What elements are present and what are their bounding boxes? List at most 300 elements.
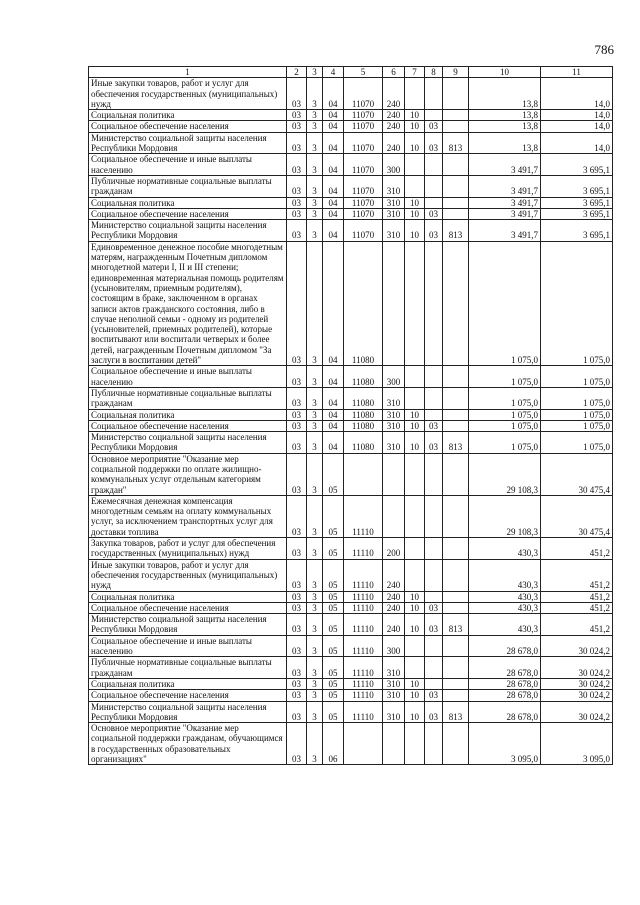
amount-cell-11: 1 075,0	[541, 420, 613, 431]
row-name-cell: Социальное обеспечение и иные выплаты населению	[89, 635, 287, 657]
code-cell-7: 10	[405, 197, 425, 208]
code-cell-9: 813	[443, 432, 469, 454]
amount-cell-11: 451,2	[541, 614, 613, 636]
code-cell-4: 04	[323, 121, 344, 132]
code-cell-3: 3	[307, 538, 323, 560]
amount-cell-10: 430,3	[469, 614, 541, 636]
code-cell-7	[405, 635, 425, 657]
code-cell-6: 240	[383, 614, 405, 636]
code-cell-2: 03	[287, 538, 307, 560]
code-cell-5: 11080	[344, 366, 383, 388]
amount-cell-10: 28 678,0	[469, 690, 541, 701]
code-cell-3: 3	[307, 154, 323, 176]
table-row	[89, 591, 613, 602]
code-cell-5: 11110	[344, 591, 383, 602]
code-cell-8	[425, 175, 443, 197]
code-cell-3: 3	[307, 241, 323, 366]
code-cell-6: 200	[383, 538, 405, 560]
code-cell-8	[425, 241, 443, 366]
code-cell-6	[383, 453, 405, 495]
table-row	[89, 175, 613, 197]
table-row	[89, 220, 613, 242]
code-cell-3: 3	[307, 432, 323, 454]
code-cell-2: 03	[287, 154, 307, 176]
code-cell-5: 11110	[344, 495, 383, 537]
row-name-cell: Ежемесячная денежная компенсация многодетным семьям на оплату коммунальных услуг, за исключением транспортных услуг для доставки топлива	[89, 495, 287, 537]
code-cell-7	[405, 78, 425, 110]
code-cell-4: 04	[323, 154, 344, 176]
table-row	[89, 559, 613, 591]
code-cell-4: 05	[323, 602, 344, 613]
table-row	[89, 409, 613, 420]
code-cell-2: 03	[287, 220, 307, 242]
column-header-2: 2	[287, 67, 307, 78]
code-cell-6: 240	[383, 132, 405, 154]
code-cell-8	[425, 78, 443, 110]
code-cell-5: 11080	[344, 420, 383, 431]
table-row	[89, 701, 613, 723]
code-cell-2: 03	[287, 208, 307, 219]
table-header-row	[89, 67, 613, 78]
code-cell-4: 04	[323, 197, 344, 208]
code-cell-9	[443, 591, 469, 602]
code-cell-2: 03	[287, 420, 307, 431]
table-row	[89, 420, 613, 431]
amount-cell-11: 3 695,1	[541, 197, 613, 208]
budget-table	[88, 66, 613, 765]
code-cell-9	[443, 366, 469, 388]
code-cell-9: 813	[443, 220, 469, 242]
code-cell-6: 300	[383, 635, 405, 657]
code-cell-6: 240	[383, 559, 405, 591]
table-row	[89, 241, 613, 366]
code-cell-4: 05	[323, 591, 344, 602]
code-cell-2: 03	[287, 78, 307, 110]
code-cell-8: 03	[425, 208, 443, 219]
code-cell-9	[443, 175, 469, 197]
row-name-cell: Социальное обеспечение и иные выплаты населению	[89, 154, 287, 176]
code-cell-4: 04	[323, 78, 344, 110]
amount-cell-11: 1 075,0	[541, 366, 613, 388]
code-cell-6: 310	[383, 657, 405, 679]
row-name-cell: Социальное обеспечение населения	[89, 208, 287, 219]
code-cell-5: 11110	[344, 657, 383, 679]
code-cell-9	[443, 723, 469, 765]
amount-cell-11: 451,2	[541, 591, 613, 602]
code-cell-5	[344, 453, 383, 495]
row-name-cell: Иные закупки товаров, работ и услуг для обеспечения государственных (муниципальных) нужд	[89, 559, 287, 591]
amount-cell-10: 29 108,3	[469, 453, 541, 495]
code-cell-6: 310	[383, 387, 405, 409]
amount-cell-11: 30 024,2	[541, 678, 613, 689]
code-cell-8	[425, 538, 443, 560]
code-cell-4: 05	[323, 453, 344, 495]
table-row	[89, 538, 613, 560]
code-cell-5: 11070	[344, 220, 383, 242]
code-cell-7: 10	[405, 614, 425, 636]
row-name-cell: Социальная политика	[89, 409, 287, 420]
code-cell-5: 11110	[344, 559, 383, 591]
code-cell-9	[443, 602, 469, 613]
table-body	[89, 78, 613, 765]
amount-cell-11: 14,0	[541, 121, 613, 132]
code-cell-3: 3	[307, 690, 323, 701]
code-cell-5	[344, 723, 383, 765]
code-cell-4: 05	[323, 538, 344, 560]
amount-cell-10: 3 095,0	[469, 723, 541, 765]
code-cell-3: 3	[307, 614, 323, 636]
code-cell-3: 3	[307, 409, 323, 420]
code-cell-4: 04	[323, 110, 344, 121]
code-cell-5: 11110	[344, 635, 383, 657]
code-cell-6: 310	[383, 690, 405, 701]
row-name-cell: Иные закупки товаров, работ и услуг для обеспечения государственных (муниципальных) нужд	[89, 78, 287, 110]
column-header-10: 10	[469, 67, 541, 78]
code-cell-6: 310	[383, 420, 405, 431]
code-cell-6: 240	[383, 78, 405, 110]
code-cell-6: 240	[383, 110, 405, 121]
amount-cell-11: 1 075,0	[541, 409, 613, 420]
amount-cell-11: 451,2	[541, 538, 613, 560]
row-name-cell: Социальная политика	[89, 591, 287, 602]
code-cell-3: 3	[307, 657, 323, 679]
code-cell-5: 11070	[344, 78, 383, 110]
amount-cell-11: 1 075,0	[541, 241, 613, 366]
code-cell-2: 03	[287, 132, 307, 154]
table-row	[89, 110, 613, 121]
code-cell-4: 06	[323, 723, 344, 765]
row-name-cell: Единовременное денежное пособие многодетным матерям, награжденным Почетным дипломом многодетной матери I, II и III степени; единовременная материальная помощь родителям (усыновителям, приемным родителям), состоящим в браке, заключенном в органах записи актов гражданского состояния, либо в случае неполной семьи - одному из родителей (усыновителей, приемных родителей), которые воспитывают или воспитали четверых и более детей, награжденным Почетным дипломом "За заслуги в воспитании детей"	[89, 241, 287, 366]
amount-cell-10: 1 075,0	[469, 420, 541, 431]
code-cell-8	[425, 495, 443, 537]
code-cell-9	[443, 538, 469, 560]
amount-cell-10: 1 075,0	[469, 432, 541, 454]
table-row	[89, 657, 613, 679]
amount-cell-10: 3 491,7	[469, 208, 541, 219]
amount-cell-11: 30 475,4	[541, 495, 613, 537]
row-name-cell: Министерство социальной защиты населения Республики Мордовия	[89, 432, 287, 454]
code-cell-7	[405, 657, 425, 679]
row-name-cell: Социальное обеспечение населения	[89, 420, 287, 431]
row-name-cell: Основное мероприятие "Оказание мер социальной поддержки гражданам, обучающимся в государственных образовательных организациях"	[89, 723, 287, 765]
code-cell-2: 03	[287, 241, 307, 366]
amount-cell-10: 13,8	[469, 110, 541, 121]
code-cell-2: 03	[287, 678, 307, 689]
code-cell-6: 310	[383, 220, 405, 242]
column-header-6: 6	[383, 67, 405, 78]
code-cell-2: 03	[287, 432, 307, 454]
row-name-cell: Министерство социальной защиты населения Республики Мордовия	[89, 614, 287, 636]
code-cell-8	[425, 197, 443, 208]
row-name-cell: Социальное обеспечение населения	[89, 690, 287, 701]
row-name-cell: Социальное обеспечение населения	[89, 602, 287, 613]
code-cell-3: 3	[307, 132, 323, 154]
code-cell-5: 11110	[344, 538, 383, 560]
code-cell-8: 03	[425, 121, 443, 132]
amount-cell-11: 3 695,1	[541, 175, 613, 197]
row-name-cell: Публичные нормативные социальные выплаты гражданам	[89, 657, 287, 679]
amount-cell-10: 3 491,7	[469, 220, 541, 242]
code-cell-2: 03	[287, 366, 307, 388]
row-name-cell: Министерство социальной защиты населения Республики Мордовия	[89, 701, 287, 723]
table-row	[89, 495, 613, 537]
table-row	[89, 635, 613, 657]
row-name-cell: Закупка товаров, работ и услуг для обеспечения государственных (муниципальных) нужд	[89, 538, 287, 560]
code-cell-5: 11110	[344, 701, 383, 723]
code-cell-6: 310	[383, 701, 405, 723]
amount-cell-10: 1 075,0	[469, 409, 541, 420]
amount-cell-10: 28 678,0	[469, 701, 541, 723]
code-cell-9	[443, 154, 469, 176]
amount-cell-11: 14,0	[541, 78, 613, 110]
code-cell-7	[405, 559, 425, 591]
code-cell-6: 310	[383, 432, 405, 454]
column-header-4: 4	[323, 67, 344, 78]
code-cell-3: 3	[307, 420, 323, 431]
code-cell-2: 03	[287, 690, 307, 701]
amount-cell-10: 29 108,3	[469, 495, 541, 537]
code-cell-8	[425, 723, 443, 765]
code-cell-7: 10	[405, 409, 425, 420]
code-cell-5: 11070	[344, 208, 383, 219]
amount-cell-11: 3 695,1	[541, 208, 613, 219]
amount-cell-11: 3 695,1	[541, 220, 613, 242]
code-cell-2: 03	[287, 591, 307, 602]
code-cell-3: 3	[307, 121, 323, 132]
table-row	[89, 453, 613, 495]
code-cell-8	[425, 366, 443, 388]
code-cell-5: 11070	[344, 110, 383, 121]
amount-cell-10: 430,3	[469, 538, 541, 560]
code-cell-7	[405, 453, 425, 495]
code-cell-7	[405, 241, 425, 366]
code-cell-8: 03	[425, 690, 443, 701]
code-cell-8	[425, 635, 443, 657]
row-name-cell: Социальная политика	[89, 197, 287, 208]
code-cell-9	[443, 387, 469, 409]
table-row	[89, 432, 613, 454]
column-header-9: 9	[443, 67, 469, 78]
code-cell-4: 05	[323, 701, 344, 723]
row-name-cell: Социальное обеспечение населения	[89, 121, 287, 132]
code-cell-8	[425, 110, 443, 121]
code-cell-8	[425, 591, 443, 602]
amount-cell-11: 1 075,0	[541, 432, 613, 454]
code-cell-2: 03	[287, 409, 307, 420]
code-cell-7: 10	[405, 602, 425, 613]
code-cell-2: 03	[287, 614, 307, 636]
code-cell-7	[405, 495, 425, 537]
code-cell-3: 3	[307, 366, 323, 388]
row-name-cell: Социальное обеспечение и иные выплаты населению	[89, 366, 287, 388]
code-cell-9	[443, 657, 469, 679]
table-row	[89, 723, 613, 765]
amount-cell-10: 430,3	[469, 559, 541, 591]
code-cell-6: 310	[383, 208, 405, 219]
amount-cell-10: 28 678,0	[469, 678, 541, 689]
code-cell-7	[405, 366, 425, 388]
row-name-cell: Основное мероприятие "Оказание мер социальной поддержки по оплате жилищно-коммунальных услуг отдельным категориям граждан"	[89, 453, 287, 495]
amount-cell-10: 28 678,0	[469, 635, 541, 657]
code-cell-7: 10	[405, 678, 425, 689]
code-cell-9	[443, 208, 469, 219]
code-cell-2: 03	[287, 723, 307, 765]
code-cell-4: 05	[323, 635, 344, 657]
code-cell-7: 10	[405, 208, 425, 219]
row-name-cell: Социальная политика	[89, 678, 287, 689]
code-cell-4: 04	[323, 132, 344, 154]
code-cell-7	[405, 538, 425, 560]
code-cell-5: 11110	[344, 614, 383, 636]
code-cell-4: 04	[323, 220, 344, 242]
code-cell-5: 11070	[344, 197, 383, 208]
code-cell-9	[443, 635, 469, 657]
amount-cell-11: 30 024,2	[541, 690, 613, 701]
code-cell-2: 03	[287, 559, 307, 591]
code-cell-6: 310	[383, 175, 405, 197]
amount-cell-11: 3 695,1	[541, 154, 613, 176]
code-cell-7: 10	[405, 690, 425, 701]
row-name-cell: Министерство социальной защиты населения Республики Мордовия	[89, 132, 287, 154]
table-row	[89, 366, 613, 388]
code-cell-2: 03	[287, 387, 307, 409]
column-header-7: 7	[405, 67, 425, 78]
table-row	[89, 690, 613, 701]
code-cell-4: 05	[323, 678, 344, 689]
code-cell-4: 04	[323, 208, 344, 219]
code-cell-5: 11070	[344, 121, 383, 132]
code-cell-2: 03	[287, 602, 307, 613]
amount-cell-11: 3 095,0	[541, 723, 613, 765]
code-cell-4: 05	[323, 614, 344, 636]
amount-cell-11: 14,0	[541, 110, 613, 121]
code-cell-2: 03	[287, 197, 307, 208]
code-cell-3: 3	[307, 197, 323, 208]
code-cell-9: 813	[443, 132, 469, 154]
amount-cell-11: 1 075,0	[541, 387, 613, 409]
code-cell-3: 3	[307, 559, 323, 591]
code-cell-5: 11080	[344, 432, 383, 454]
code-cell-5: 11110	[344, 690, 383, 701]
code-cell-6	[383, 723, 405, 765]
code-cell-4: 04	[323, 366, 344, 388]
amount-cell-11: 30 024,2	[541, 657, 613, 679]
code-cell-3: 3	[307, 208, 323, 219]
row-name-cell: Министерство социальной защиты населения Республики Мордовия	[89, 220, 287, 242]
code-cell-9	[443, 678, 469, 689]
code-cell-2: 03	[287, 175, 307, 197]
code-cell-9	[443, 121, 469, 132]
table-row	[89, 614, 613, 636]
code-cell-8	[425, 387, 443, 409]
code-cell-4: 04	[323, 175, 344, 197]
code-cell-6: 310	[383, 678, 405, 689]
table-row	[89, 121, 613, 132]
code-cell-8: 03	[425, 132, 443, 154]
table-row	[89, 197, 613, 208]
row-name-cell: Публичные нормативные социальные выплаты гражданам	[89, 175, 287, 197]
code-cell-7: 10	[405, 121, 425, 132]
amount-cell-11: 451,2	[541, 559, 613, 591]
code-cell-3: 3	[307, 701, 323, 723]
code-cell-8: 03	[425, 420, 443, 431]
code-cell-8	[425, 657, 443, 679]
column-header-8: 8	[425, 67, 443, 78]
code-cell-2: 03	[287, 453, 307, 495]
amount-cell-10: 28 678,0	[469, 657, 541, 679]
code-cell-9	[443, 690, 469, 701]
code-cell-7: 10	[405, 220, 425, 242]
column-header-1: 1	[89, 67, 287, 78]
code-cell-6	[383, 241, 405, 366]
table-row	[89, 132, 613, 154]
table-row	[89, 387, 613, 409]
code-cell-6: 240	[383, 121, 405, 132]
table-row	[89, 78, 613, 110]
code-cell-3: 3	[307, 220, 323, 242]
amount-cell-10: 13,8	[469, 132, 541, 154]
code-cell-5: 11110	[344, 678, 383, 689]
code-cell-7	[405, 387, 425, 409]
code-cell-7: 10	[405, 591, 425, 602]
amount-cell-10: 1 075,0	[469, 241, 541, 366]
code-cell-3: 3	[307, 387, 323, 409]
code-cell-7: 10	[405, 110, 425, 121]
code-cell-4: 05	[323, 690, 344, 701]
amount-cell-10: 3 491,7	[469, 154, 541, 176]
code-cell-4: 04	[323, 409, 344, 420]
amount-cell-11: 14,0	[541, 132, 613, 154]
code-cell-4: 04	[323, 241, 344, 366]
code-cell-7	[405, 154, 425, 176]
code-cell-3: 3	[307, 678, 323, 689]
code-cell-7: 10	[405, 420, 425, 431]
code-cell-8	[425, 559, 443, 591]
code-cell-3: 3	[307, 78, 323, 110]
table-row	[89, 602, 613, 613]
code-cell-6: 310	[383, 409, 405, 420]
code-cell-6	[383, 495, 405, 537]
amount-cell-11: 30 024,2	[541, 701, 613, 723]
amount-cell-10: 3 491,7	[469, 197, 541, 208]
code-cell-4: 04	[323, 420, 344, 431]
code-cell-4: 04	[323, 432, 344, 454]
code-cell-7: 10	[405, 132, 425, 154]
code-cell-9: 813	[443, 614, 469, 636]
code-cell-8	[425, 154, 443, 176]
code-cell-9	[443, 409, 469, 420]
code-cell-9	[443, 420, 469, 431]
code-cell-9	[443, 495, 469, 537]
code-cell-9	[443, 241, 469, 366]
code-cell-5: 11110	[344, 602, 383, 613]
code-cell-8: 03	[425, 602, 443, 613]
code-cell-5: 11070	[344, 175, 383, 197]
column-header-3: 3	[307, 67, 323, 78]
amount-cell-11: 451,2	[541, 602, 613, 613]
code-cell-3: 3	[307, 453, 323, 495]
code-cell-4: 05	[323, 559, 344, 591]
amount-cell-11: 30 475,4	[541, 453, 613, 495]
code-cell-8: 03	[425, 701, 443, 723]
code-cell-5: 11080	[344, 387, 383, 409]
code-cell-5: 11070	[344, 132, 383, 154]
code-cell-2: 03	[287, 121, 307, 132]
code-cell-8: 03	[425, 432, 443, 454]
code-cell-6: 300	[383, 154, 405, 176]
amount-cell-10: 430,3	[469, 591, 541, 602]
code-cell-3: 3	[307, 175, 323, 197]
